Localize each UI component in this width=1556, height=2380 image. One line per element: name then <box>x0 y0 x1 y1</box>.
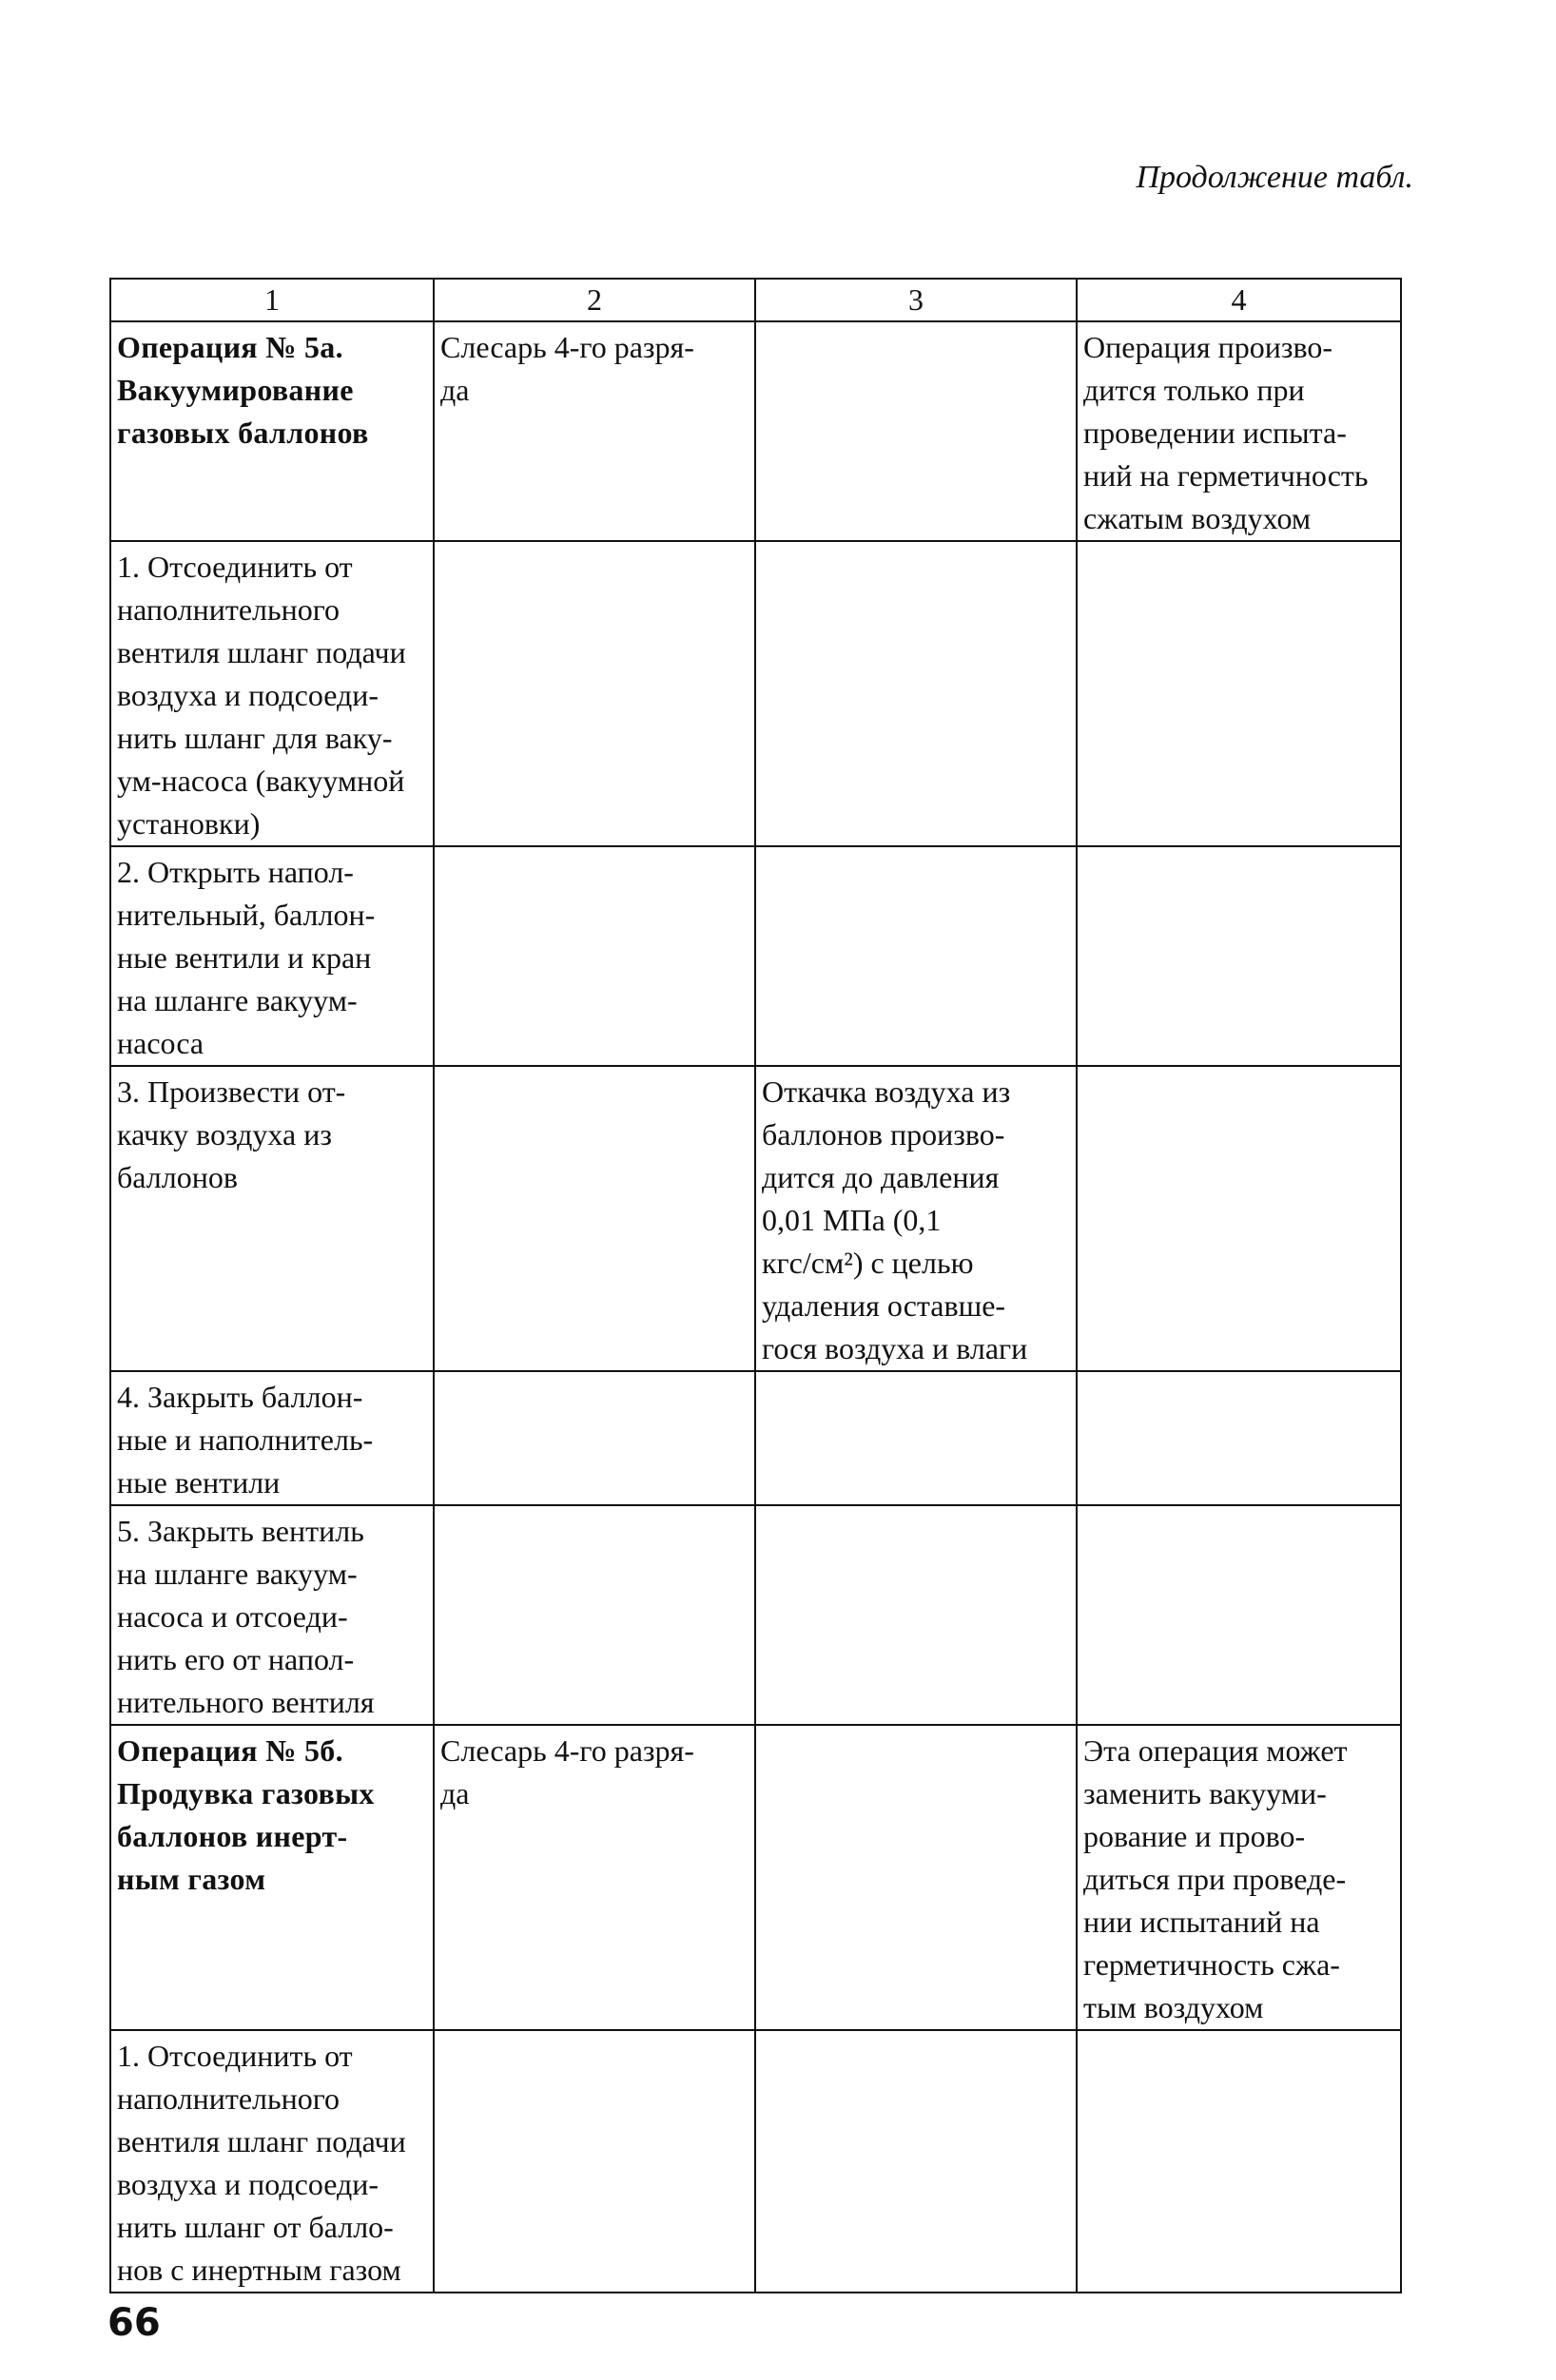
step-row <box>110 846 1401 1066</box>
remark-cell <box>1077 1066 1401 1371</box>
performer-cell <box>434 541 755 846</box>
step-text: 5. Закрыть вентиль на шланге вакуум- насоса и отсоеди- нить его от напол- нительного вентиля <box>110 1505 434 1725</box>
column-number: 1 <box>110 279 434 321</box>
remark-cell: Операция произво- дится только при проведении испыта- ний на герметичность сжатым воздухом <box>1077 321 1401 541</box>
remark-cell <box>1077 846 1401 1066</box>
performer-cell <box>434 1371 755 1505</box>
step-row <box>110 541 1401 846</box>
remark-cell <box>1077 541 1401 846</box>
remark-cell <box>1077 1371 1401 1505</box>
performer-cell: Слесарь 4-го разря- да <box>434 1725 755 2030</box>
note-cell <box>755 321 1077 541</box>
remark-cell: Эта операция может заменить вакууми- рование и прово- диться при проведе- нии испытаний на герметичность сжа- тым воздухом <box>1077 1725 1401 2030</box>
note-cell <box>755 1505 1077 1725</box>
column-number: 2 <box>434 279 755 321</box>
performer-cell <box>434 1505 755 1725</box>
step-row <box>110 1066 1401 1371</box>
step-text: 2. Открыть напол- нительный, баллон- ные вентили и кран на шланге вакуум- насоса <box>110 846 434 1066</box>
performer-cell: Слесарь 4-го разря- да <box>434 321 755 541</box>
performer-cell <box>434 2030 755 2293</box>
remark-cell <box>1077 1505 1401 1725</box>
column-number: 4 <box>1077 279 1401 321</box>
note-cell <box>755 1371 1077 1505</box>
continuation-caption: Продолжение табл. <box>1136 160 1413 195</box>
step-text: 4. Закрыть баллон- ные и наполнитель- ные вентили <box>110 1371 434 1505</box>
operations-table <box>109 278 1402 2293</box>
page-number: 66 <box>107 2301 161 2345</box>
step-row <box>110 2030 1401 2293</box>
step-text: 3. Произвести от- качку воздуха из баллонов <box>110 1066 434 1371</box>
step-text: 1. Отсоединить от наполнительного вентиля шланг подачи воздуха и подсоеди- нить шланг от балло- нов с инертным газом <box>110 2030 434 2293</box>
column-number-row <box>110 279 1401 321</box>
operation-title: Операция № 5б. Продувка газовых баллонов инерт- ным газом <box>110 1725 434 2030</box>
note-cell: Откачка воздуха из баллонов произво- дится до давления 0,01 МПа (0,1 кгс/см²) с целью удаления оставше- гося воздуха и влаги <box>755 1066 1077 1371</box>
remark-cell <box>1077 2030 1401 2293</box>
operation-row <box>110 1725 1401 2030</box>
step-text: 1. Отсоединить от наполнительного вентиля шланг подачи воздуха и подсоеди- нить шланг для ваку- ум-насоса (вакуумной установки) <box>110 541 434 846</box>
column-number: 3 <box>755 279 1077 321</box>
note-cell <box>755 541 1077 846</box>
step-row <box>110 1371 1401 1505</box>
performer-cell <box>434 846 755 1066</box>
step-row <box>110 1505 1401 1725</box>
note-cell <box>755 2030 1077 2293</box>
operation-row <box>110 321 1401 541</box>
performer-cell <box>434 1066 755 1371</box>
note-cell <box>755 846 1077 1066</box>
note-cell <box>755 1725 1077 2030</box>
operation-title: Операция № 5а. Вакуумирование газовых баллонов <box>110 321 434 541</box>
